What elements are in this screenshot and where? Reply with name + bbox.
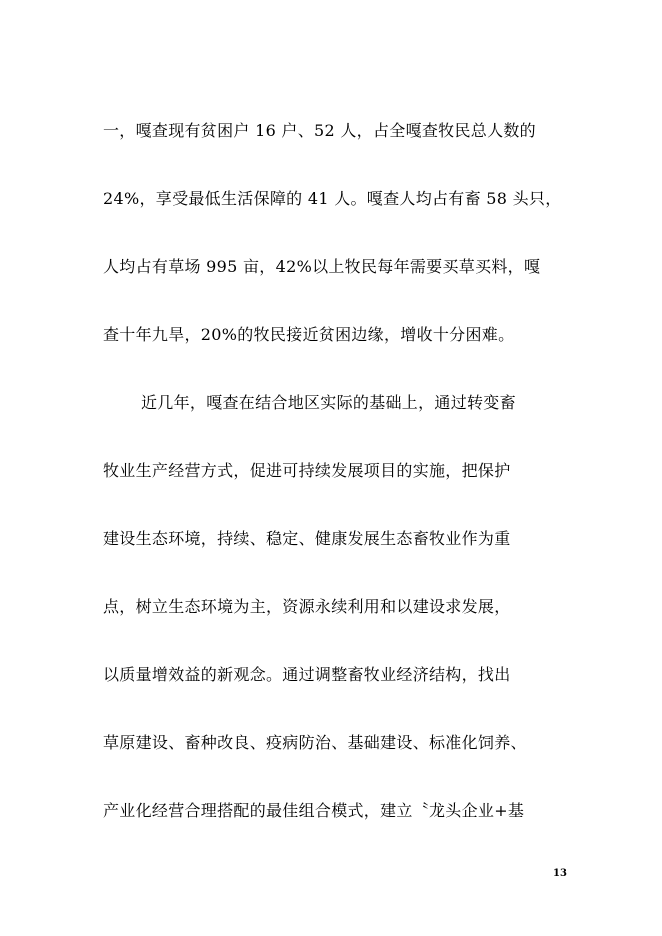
page-number: 13 xyxy=(553,868,567,879)
text-line: 建设生态环境，持续、稳定、健康发展生态畜牧业作为重 xyxy=(103,529,511,548)
text-line: 人均占有草场 995 亩，42%以上牧民每年需要买草买料，嘎 xyxy=(103,257,541,276)
text-line: 草原建设、畜种改良、疫病防治、基础建设、标准化饲养、 xyxy=(103,733,527,752)
text-line: 产业化经营合理搭配的最佳组合模式，建立〝龙头企业+基 xyxy=(103,801,525,820)
text-line: 牧业生产经营方式，促进可持续发展项目的实施，把保护 xyxy=(103,461,511,480)
text-line: 点，树立生态环境为主，资源永续利用和以建设求发展， xyxy=(103,597,511,616)
text-line: 以质量增效益的新观念。通过调整畜牧业经济结构，找出 xyxy=(103,665,511,684)
text-line: 24%，享受最低生活保障的 41 人。嘎查人均占有畜 58 头只， xyxy=(103,189,562,208)
text-line: 查十年九旱，20%的牧民接近贫困边缘，增收十分困难。 xyxy=(103,325,515,344)
paragraph-first-line: 近几年，嘎查在结合地区实际的基础上，通过转变畜 xyxy=(141,393,516,412)
text-line: 一，嘎查现有贫困户 16 户、52 人，占全嘎查牧民总人数的 xyxy=(103,121,536,140)
